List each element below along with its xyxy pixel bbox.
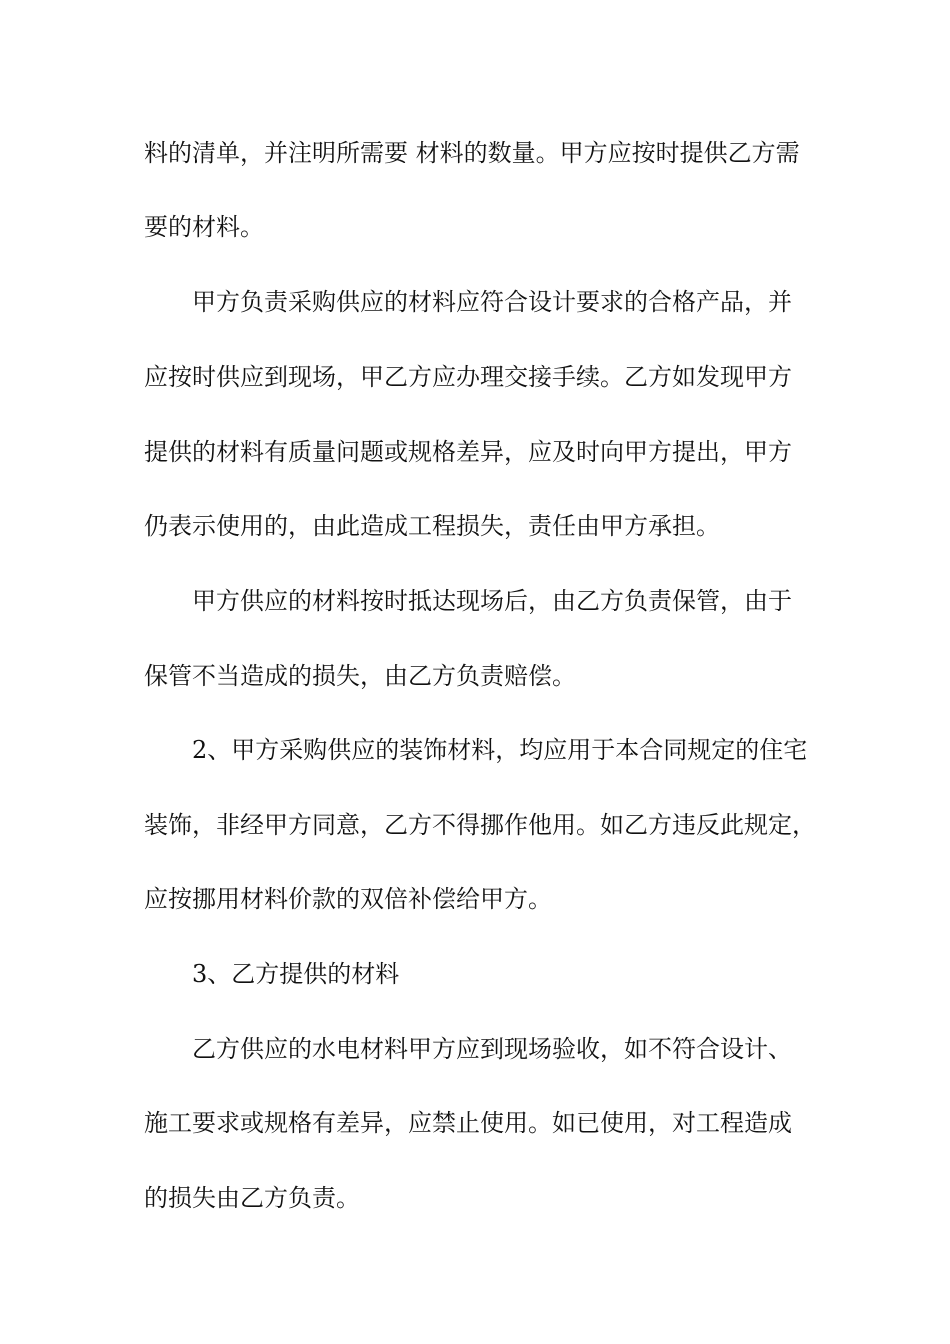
text-line: 仍表示使用的，由此造成工程损失，责任由甲方承担。 (144, 512, 720, 540)
text-line: 的损失由乙方负责。 (144, 1184, 360, 1212)
section-heading: 3、乙方提供的材料 (192, 960, 400, 988)
text-line: 要的材料。 (144, 213, 264, 241)
text-line: 应按时供应到现场，甲乙方应办理交接手续。乙方如发现甲方 (144, 363, 792, 391)
text-line: 乙方供应的水电材料甲方应到现场验收，如不符合设计、 (192, 1035, 792, 1063)
text-line: 2、甲方采购供应的装饰材料，均应用于本合同规定的住宅 (192, 736, 808, 764)
text-line: 施工要求或规格有差异，应禁止使用。如已使用，对工程造成 (144, 1109, 792, 1137)
text-line: 提供的材料有质量问题或规格差异，应及时向甲方提出，甲方 (144, 438, 792, 466)
text-line: 甲方供应的材料按时抵达现场后，由乙方负责保管，由于 (192, 587, 792, 615)
text-line: 保管不当造成的损失，由乙方负责赔偿。 (144, 662, 576, 690)
text-line: 料的清单，并注明所需要 材料的数量。甲方应按时提供乙方需 (144, 139, 800, 167)
text-line: 装饰，非经甲方同意，乙方不得挪作他用。如乙方违反此规定， (144, 811, 816, 839)
text-line: 甲方负责采购供应的材料应符合设计要求的合格产品，并 (192, 288, 792, 316)
text-line: 应按挪用材料价款的双倍补偿给甲方。 (144, 885, 552, 913)
